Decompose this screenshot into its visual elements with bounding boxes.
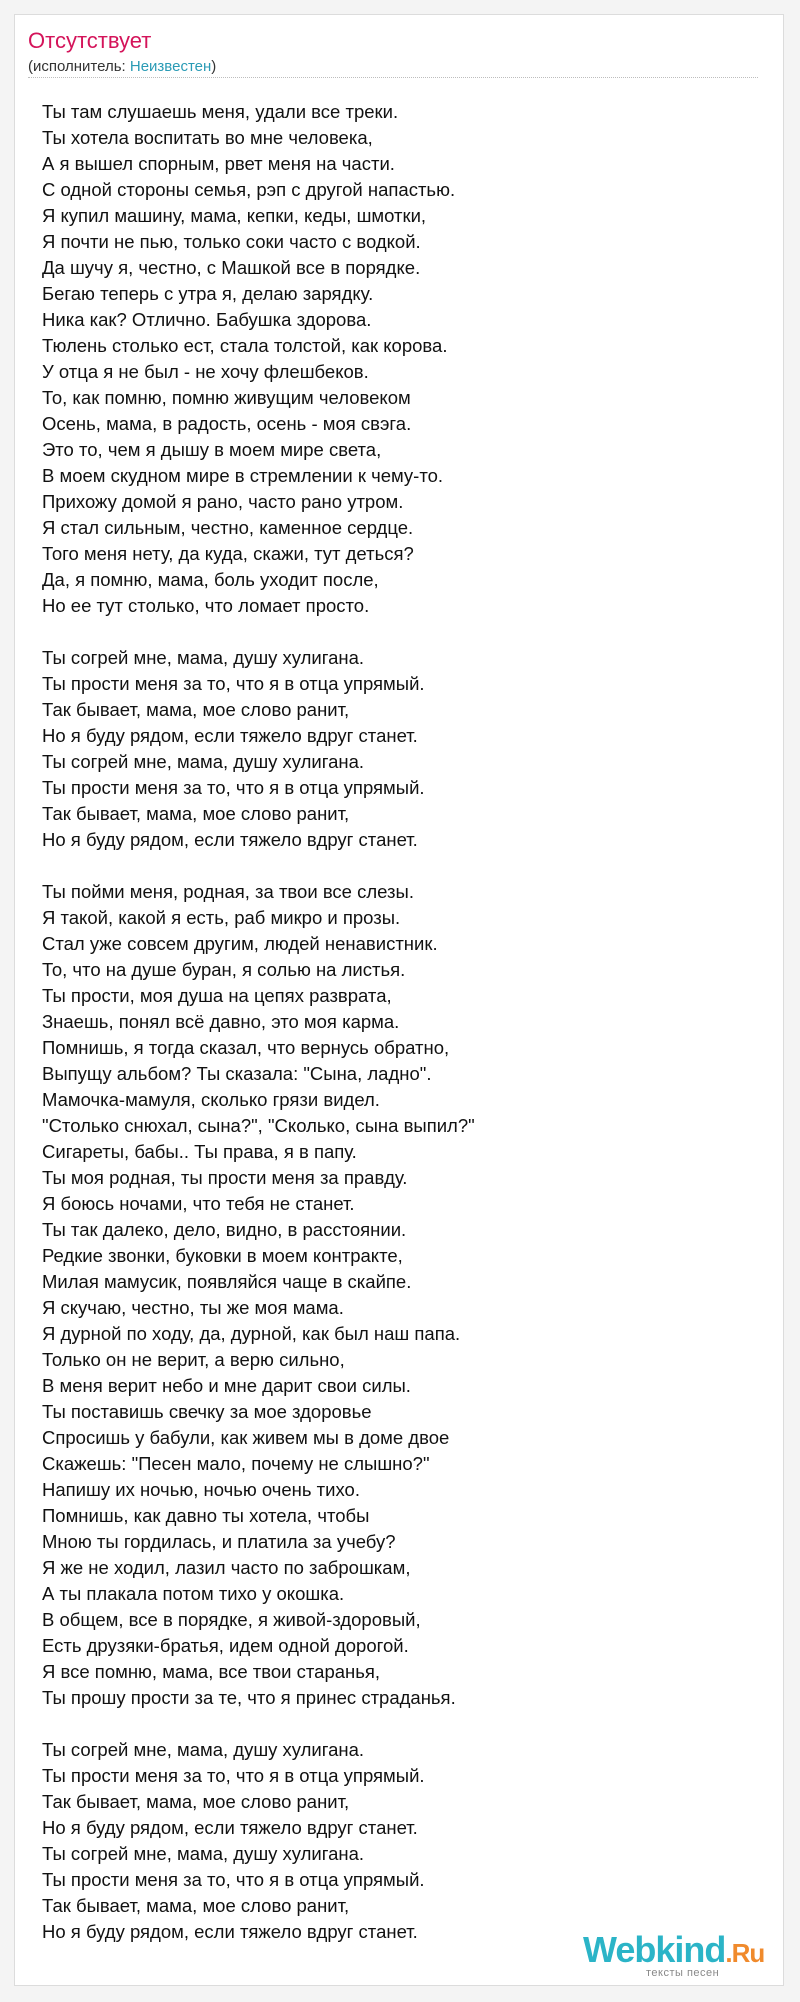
meta-suffix: ) [211,58,217,75]
logo-main-text: Webkind [583,1929,726,1970]
lyric-line: Так бывает, мама, мое слово ранит, [42,803,350,824]
lyric-line: Я почти не пью, только соки часто с водкой. [42,231,421,252]
stanza [42,879,762,1711]
lyric-line: Но я буду рядом, если тяжело вдруг станет. [42,1817,418,1838]
stanza [42,1737,762,1945]
lyric-line: Ты согрей мне, мама, душу хулигана. [42,1739,365,1760]
lyric-line: В меня верит небо и мне дарит свои силы. [42,1375,411,1396]
logo-tagline: тексты песен [646,1967,720,1979]
lyric-line: Ты пойми меня, родная, за твои все слезы. [42,881,414,902]
lyric-line: Ты прости меня за то, что я в отца упрямый. [42,1765,425,1786]
meta-prefix: (исполнитель: [28,58,130,75]
lyric-line: Мною ты гордилась, и платила за учебу? [42,1531,396,1552]
webkind-logo[interactable] [583,1930,773,1980]
lyric-line: Так бывает, мама, мое слово ранит, [42,699,350,720]
lyric-line: Но я буду рядом, если тяжело вдруг станет. [42,725,418,746]
lyric-line: Помнишь, как давно ты хотела, чтобы [42,1505,370,1526]
lyric-line: То, как помню, помню живущим человеком [42,387,411,408]
lyric-line: Помнишь, я тогда сказал, что вернусь обратно, [42,1037,450,1058]
lyric-line: Так бывает, мама, мое слово ранит, [42,1791,350,1812]
lyric-line: Ты моя родная, ты прости меня за правду. [42,1167,408,1188]
lyric-line: Я скучаю, честно, ты же моя мама. [42,1297,344,1318]
lyric-line: Но я буду рядом, если тяжело вдруг станет. [42,1921,418,1942]
lyric-line: Да шучу я, честно, с Машкой все в порядке. [42,257,421,278]
lyric-line: Милая мамусик, появляйся чаще в скайпе. [42,1271,412,1292]
lyric-line: Я же не ходил, лазил часто по заброшкам, [42,1557,411,1578]
lyric-line: Стал уже совсем другим, людей ненавистник. [42,933,438,954]
lyric-line: Ты согрей мне, мама, душу хулигана. [42,1843,365,1864]
lyric-line: Выпущу альбом? Ты сказала: "Сына, ладно". [42,1063,432,1084]
lyric-line: Ника как? Отлично. Бабушка здорова. [42,309,372,330]
lyric-line: Ты прости меня за то, что я в отца упрямый. [42,1869,425,1890]
lyric-line: Ты там слушаешь меня, удали все треки. [42,101,399,122]
lyric-line: Того меня нету, да куда, скажи, тут деться? [42,543,414,564]
lyric-line: Так бывает, мама, мое слово ранит, [42,1895,350,1916]
lyric-line: Только он не верит, а верю сильно, [42,1349,345,1370]
lyric-line: Я такой, какой я есть, раб микро и прозы. [42,907,401,928]
lyric-line: Ты согрей мне, мама, душу хулигана. [42,751,365,772]
lyric-line: Тюлень столько ест, стала толстой, как корова. [42,335,448,356]
lyric-line: "Столько снюхал, сына?", "Сколько, сына выпил?" [42,1115,475,1136]
lyric-line: Ты прости меня за то, что я в отца упрямый. [42,777,425,798]
logo-tld: .Ru [725,1938,765,1968]
lyric-line: Ты согрей мне, мама, душу хулигана. [42,647,365,668]
lyric-line: Я все помню, мама, все твои старанья, [42,1661,381,1682]
lyric-line: Редкие звонки, буковки в моем контракте, [42,1245,403,1266]
lyric-line: Это то, чем я дышу в моем мире света, [42,439,382,460]
lyric-line: Осень, мама, в радость, осень - моя свэга. [42,413,412,434]
lyric-line: Я боюсь ночами, что тебя не станет. [42,1193,355,1214]
lyric-line: Я дурной по ходу, да, дурной, как был наш папа. [42,1323,461,1344]
lyric-line: Ты хотела воспитать во мне человека, [42,127,373,148]
lyric-line: В общем, все в порядке, я живой-здоровый, [42,1609,421,1630]
lyrics-text [42,99,765,1971]
lyric-line: Я купил машину, мама, кепки, кеды, шмотки, [42,205,427,226]
lyric-line: У отца я не был - не хочу флешбеков. [42,361,369,382]
lyric-line: Напишу их ночью, ночью очень тихо. [42,1479,360,1500]
lyric-line: Прихожу домой я рано, часто рано утром. [42,491,404,512]
lyric-line: Я стал сильным, честно, каменное сердце. [42,517,414,538]
lyric-line: Да, я помню, мама, боль уходит после, [42,569,379,590]
lyric-line: Скажешь: "Песен мало, почему не слышно?" [42,1453,430,1474]
lyric-line: Спросишь у бабули, как живем мы в доме двое [42,1427,450,1448]
lyric-line: Ты прости, моя душа на цепях разврата, [42,985,392,1006]
lyric-line: Ты прошу прости за те, что я принес страданья. [42,1687,456,1708]
lyric-line: Ты прости меня за то, что я в отца упрямый. [42,673,425,694]
lyric-line: Ты так далеко, дело, видно, в расстоянии. [42,1219,407,1240]
title-divider [28,77,758,78]
lyric-line: Но ее тут столько, что ломает просто. [42,595,370,616]
song-meta [28,58,216,75]
lyric-line: В моем скудном мире в стремлении к чему-то. [42,465,444,486]
lyric-line: Сигареты, бабы.. Ты права, я в папу. [42,1141,357,1162]
song-title: Отсутствует [28,28,152,53]
lyric-line: Ты поставишь свечку за мое здоровье [42,1401,372,1422]
lyric-line: С одной стороны семья, рэп с другой напастью. [42,179,456,200]
lyric-line: Но я буду рядом, если тяжело вдруг станет. [42,829,418,850]
lyric-line: Бегаю теперь с утра я, делаю зарядку. [42,283,374,304]
lyric-line: То, что на душе буран, я солью на листья. [42,959,406,980]
artist-link[interactable]: Неизвестен [129,58,212,75]
lyric-line: Знаешь, понял всё давно, это моя карма. [42,1011,400,1032]
lyric-line: А я вышел спорным, рвет меня на части. [42,153,395,174]
lyric-line: Мамочка-мамуля, сколько грязи видел. [42,1089,380,1110]
stanza [42,99,762,619]
lyric-line: А ты плакала потом тихо у окошка. [42,1583,345,1604]
lyric-line: Есть друзяки-братья, идем одной дорогой. [42,1635,409,1656]
stanza [42,645,762,853]
